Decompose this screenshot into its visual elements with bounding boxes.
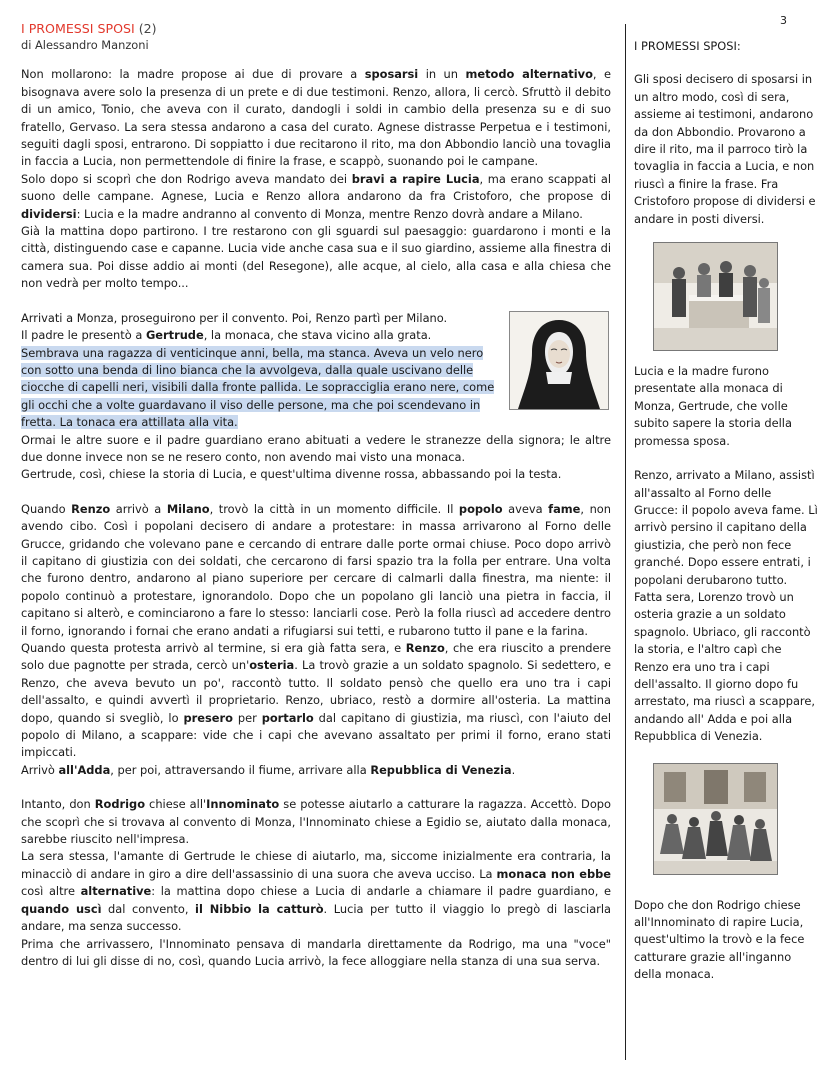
column-divider <box>625 24 626 1060</box>
sidebar-summary-2: Lucia e la madre furono presentate alla monaca di Monza, Gertrude, che volle subito sapere la storia della promessa sposa. <box>634 364 792 448</box>
sidebar-summary-1: Gli sposi decisero di sposarsi in un altro modo, così di sera, assieme ai testimoni, andarono da don Abbondio. Provarono a dire il rito, ma il parroco tirò la tovaglia in faccia a Lucia, e non riuscì a finire la frase. Fra Cristoforo propose di dividersi e andare in posti diversi. <box>634 72 816 226</box>
sidebar-summary-5: Dopo che don Rodrigo chiese all'Innominato di rapire Lucia, quest'ultimo la trovò e la fece catturare grazie all'inganno della monaca. <box>634 897 805 982</box>
paragraph: Il padre le presentò a Gertrude, la monaca, che stava vicino alla grata. <box>21 328 432 343</box>
title-number: (2) <box>138 21 157 36</box>
paragraph: La sera stessa, l'amante di Gertrude le chiese di aiutarlo, ma, siccome inizialmente era contraria, la minacciò di andare in giro a dire dell'assassinio di una suora che aveva ucciso. La monaca non ebbe così altre alternative: la mattina dopo chiese a Lucia di andarle a chiamare il padre guardiano, e quando uscì dal convento, il Nibbio la catturò. Lucia per tutto il viaggio lo pregò di lasciarla andare, ma senza successo. <box>21 849 612 934</box>
paragraph: Gertrude, così, chiese la storia di Lucia, e quest'ultima divenne rossa, abbassando poi la testa. <box>21 467 562 482</box>
paragraph: Intanto, don Rodrigo chiese all'Innominato se potesse aiutarlo a catturare la ragazza. Accettò. Dopo che scoprì che si trovava al convento di Monza, l'Innominato chiese a Egidio se, aiutato dalla monaca, sarebbe riuscito nell'impresa. <box>21 797 611 847</box>
sidebar-summary-4: Fatta sera, Lorenzo trovò un osteria grazie a un soldato spagnolo. Ubriaco, gli raccontò la storia, e l'altro capì che Renzo era uno tra i capi dell'assalto. Il giorno dopo fu arrestato, ma riuscì a scappare, andando all' Adda e poi alla Repubblica di Venezia. <box>634 589 815 744</box>
paragraph: Quando Renzo arrivò a Milano, trovò la città in un momento difficile. Il popolo aveva fame, non avendo cibo. Così i popolani decisero di andare a protestare: in massa arrivarono al Forno delle Grucce, gridando che volevano pane e cercando di entrare dalle porte ormai chiuse. Poco dopo arrivò il capitano di giustizia con dei soldati, che cercarono di farsi spazio tra la folla per entrare. Una volta che furono dentro, andarono al piano superiore per cercare di calmarli dalla finestra, ma niente: il popolo continuò a protestare, ignorandolo. Dopo che un popolano gli lanciò una pietra in faccia, il capitano si alterò, e cominciarono a fare lo stesso: lanciarli cose. Però la folla riuscì ad accedere dentro il forno, ignorando i fornai che erano andati a rifugiarsi sui tetti, e rubarono tutto il pane e la farina. <box>21 501 611 638</box>
paragraph: Non mollarono: la madre propose ai due di provare a sposarsi in un metodo alternativo, e bisognava avere solo la presenza di un prete e di due testimoni. Renzo, allora, li cercò. Sfruttò il debito di un amico, Tonio, che aveva con il curato, dandogli i soldi in cambio della presenza su e di suo fratello, Gervaso. La sera stessa andarono a casa del curato. Agnese distrasse Perpetua e i testimoni, seguiti dagli sposi, entrarono. Di soppiatto i due recitarono il rito, ma don Abbondio lanciò una tovaglia in faccia a Lucia, non permettendole di finire la frase, e scappò, suonando poi le campane. <box>21 67 612 169</box>
paragraph: Solo dopo si scoprì che don Rodrigo aveva mandato dei bravi a rapire Lucia, ma erano scappati al suono delle campane. Agnese, Lucia e Renzo allora andarono da fra Cristoforo, che propose di dividersi: Lucia e la madre andranno al convento di Monza, mentre Renzo dovrà andare a Milano. <box>21 171 611 221</box>
page-number: 3 <box>780 14 787 27</box>
nun-portrait-image <box>509 311 609 410</box>
sidebar-heading: I PROMESSI SPOSI: <box>634 39 741 53</box>
paragraph: Quando questa protesta arrivò al termine, si era già fatta sera, e Renzo, che era riuscito a prendere solo due pagnotte per strada, cercò un'osteria. La trovò grazie a un soldato spagnolo. Si sedettero, e Renzo, che aveva bevuto un po', raccontò tutto. Il soldato pensò che quello era uno tra i capi dell'assalto, e quindi avvertì il proprietario. Renzo, ubriaco, restò a dormire all'osteria. La mattina dopo, quando si svegliò, lo presero per portarlo dal capitano di giustizia, ma riuscì, con l'aiuto del popolo di Milano, a scappare: vide che i capi che avevano assaltato per primi il forno, erano stati impiccati. <box>21 641 611 760</box>
paragraph: Già la mattina dopo partirono. I tre restarono con gli sguardi sul paesaggio: guardarono i monti e la città, distinguendo case e capanne. Lucia vide anche casa sua e il suo giardino, assieme alla finestra di camera sua. Poi disse addio ai monti (del Resegone), alle acque, al cielo, alla casa e alla chiesa che non vedrà per molto tempo... <box>21 224 611 291</box>
wedding-scene-illustration <box>653 242 778 351</box>
main-column <box>21 20 611 970</box>
paragraph: Arrivò all'Adda, per poi, attraversando il fiume, arrivare alla Repubblica di Venezia. <box>21 762 516 777</box>
paragraph: Prima che arrivassero, l'Innominato pensava di mandarla direttamente da Rodrigo, ma una "voce" dentro di lui gli disse di no, così, quando Lucia arrivò, la fece alloggiare nella stanza di una sua serva. <box>21 936 611 968</box>
paragraph: Arrivati a Monza, proseguirono per il convento. Poi, Renzo partì per Milano. <box>21 310 448 325</box>
author-line: di Alessandro Manzoni <box>21 38 149 52</box>
sidebar-summary <box>634 38 818 984</box>
document-title <box>21 20 611 37</box>
bakery-riot-illustration <box>653 763 778 875</box>
title-text: I PROMESSI SPOSI <box>21 21 135 36</box>
paragraph: Ormai le altre suore e il padre guardiano erano abituati a vedere le stranezze della signora; le altre due donne invece non se ne resero conto, non avendo mai visto una monaca. <box>21 432 611 464</box>
sidebar-summary-3: Renzo, arrivato a Milano, assistì all'assalto al Forno delle Grucce: il popolo aveva fame. Lì arrivò persino il capitano della giustizia, che però non fece granché. Dopo essere entrati, i popolani derubarono tutto. <box>634 468 818 587</box>
highlighted-passage: Sembrava una ragazza di venticinque anni, bella, ma stanca. Aveva un velo nero con sotto una benda di lino bianca che la avvolgeva, dalla quale uscivano delle ciocche di capelli neri, visibili dalla fronte pallida. Le sopracciglia erano nere, come gli occhi che a volte guardavano il viso delle persone, ma che poi scendevano in fretta. La tonaca era attillata alla vita. <box>21 345 495 430</box>
